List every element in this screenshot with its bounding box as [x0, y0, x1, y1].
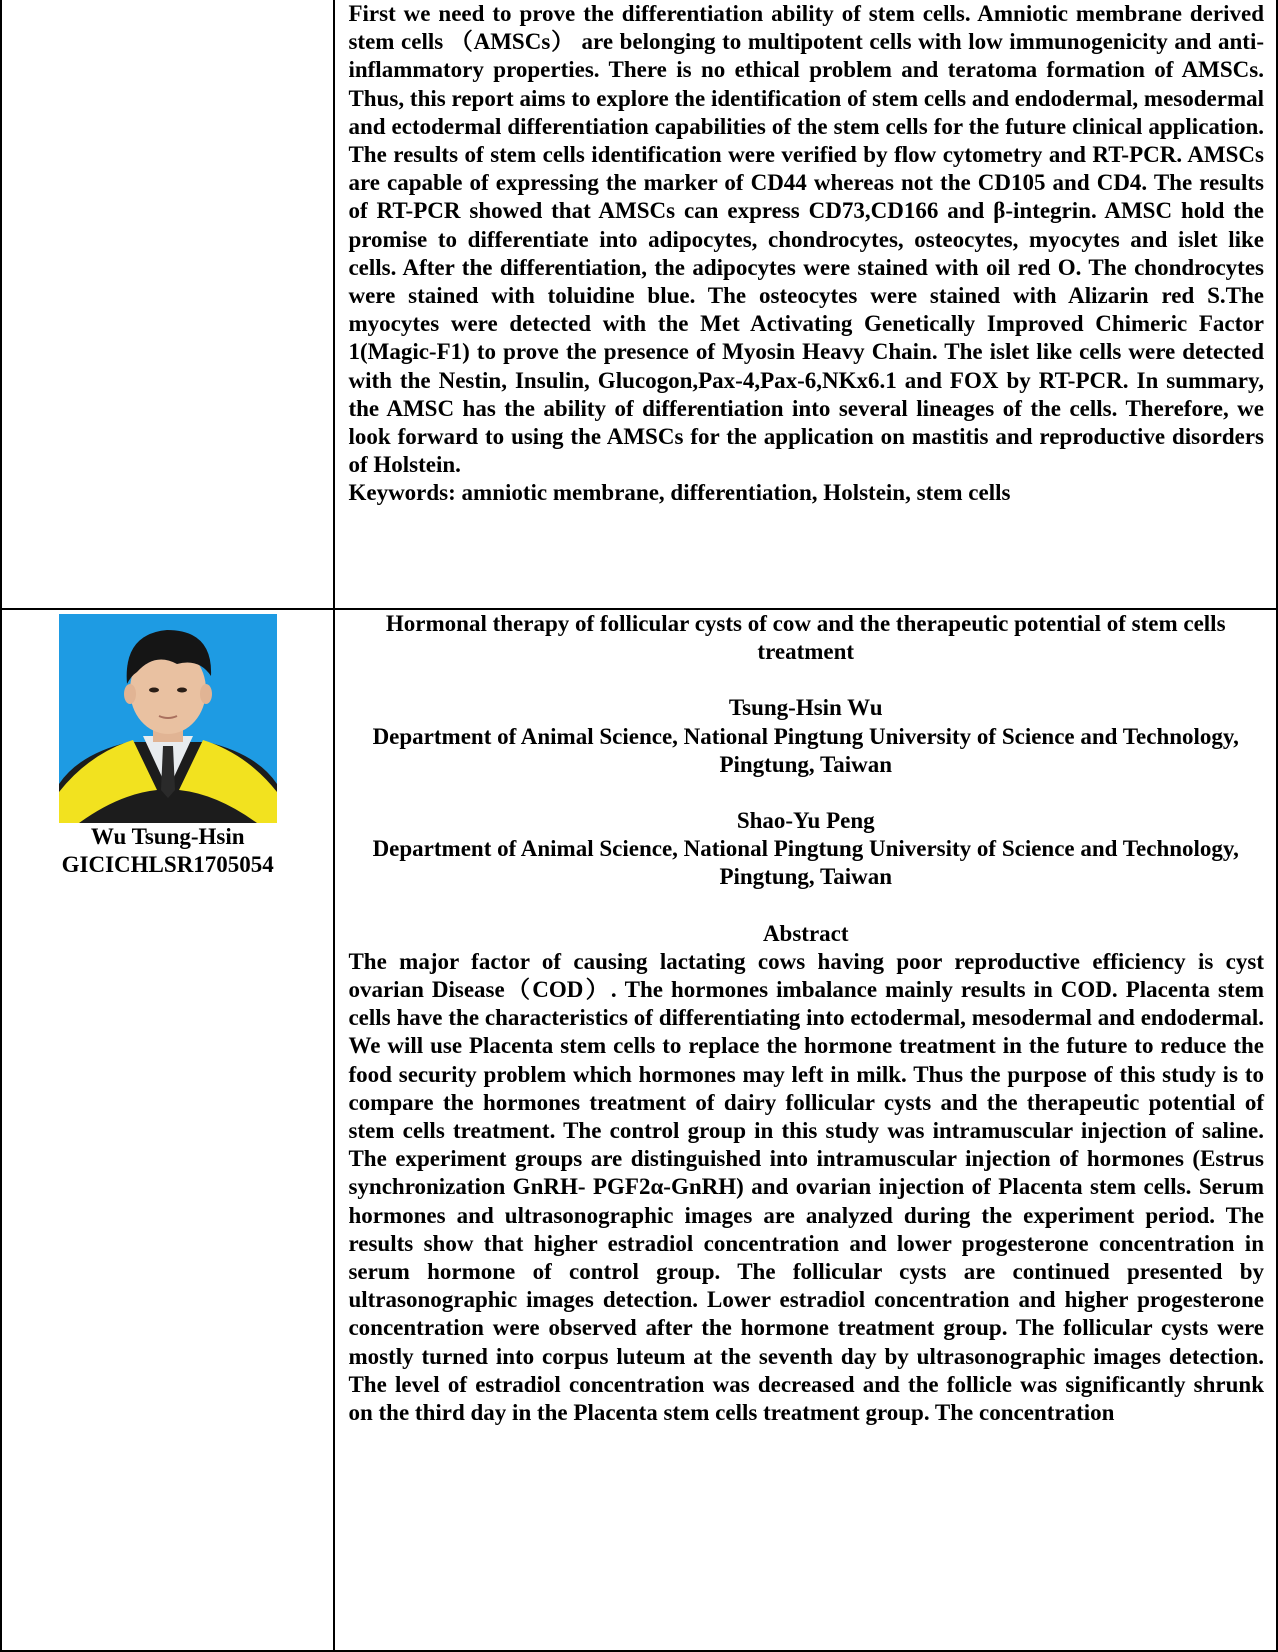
abstract-heading: Abstract [762, 920, 849, 946]
empty-left-cell [1, 0, 334, 609]
previous-abstract-cell [334, 0, 1277, 609]
author-1-name: Tsung-Hsin Wu [728, 695, 883, 721]
abstract-text: The major factor of causing lactating cows having poor reproductive efficiency is cyst ovarian Disease（COD）. The hormones imbalance mainly results in COD. Placenta stem cells have the characteristics of differentiating into ectodermal, mesodermal and endodermal. We will use Placenta stem cells to replace the hormone treatment in the future to reduce the food security problem which hormones may left in milk. Thus the purpose of this study is to compare the hormones treatment of dairy follicular cysts and the therapeutic potential of stem cells treatment. The control group in this study was intramuscular injection of saline. The experiment groups are distinguished into intramuscular injection of hormones (Estrus synchronization GnRH- PGF2α-GnRH) and ovarian injection of Placenta stem cells. Serum hormones and ultrasonographic images are analyzed during the experiment period. The results show that higher estradiol concentration and lower progesterone concentration in serum hormone of control group. The follicular cysts are continued presented by ultrasonographic images detection. Lower estradiol concentration and higher progesterone concentration were observed after the hormone treatment group. The follicular cysts were mostly turned into corpus luteum at the seventh day by ultrasonographic images detection. The level of estradiol concentration was decreased and the follicle was significantly shrunk on the third day in the Placenta stem cells treatment group. The concentration [348, 948, 1264, 1426]
table-row [1, 609, 1277, 1651]
presenter-photo [59, 614, 277, 823]
author-2-affiliation: Department of Animal Science, National Pingtung University of Science and Technology, Pingtung, Taiwan [372, 836, 1239, 890]
author-1-affiliation: Department of Animal Science, National Pingtung University of Science and Technology, Pingtung, Taiwan [372, 723, 1239, 777]
paper-cell [334, 609, 1277, 1651]
presenter-name: Wu Tsung-Hsin [90, 824, 245, 849]
presenter-cell [1, 609, 334, 1651]
table-row [1, 0, 1277, 609]
author-2-name: Shao-Yu Peng [736, 808, 875, 834]
presenter-id: GICICHLSR1705054 [61, 852, 274, 877]
previous-abstract-text: First we need to prove the differentiation ability of stem cells. Amniotic membrane derived stem cells （AMSCs） are belonging to multipotent cells with low immunogenicity and anti-inflammatory properties. There is no ethical problem and teratoma formation of AMSCs. Thus, this report aims to explore the identification of stem cells and endodermal, mesodermal and ectodermal differentiation capabilities of the stem cells for the future clinical application. The results of stem cells identification were verified by flow cytometry and RT-PCR. AMSCs are capable of expressing the marker of CD44 whereas not the CD105 and CD4. The results of RT-PCR showed that AMSCs can express CD73,CD166 and β-integrin. AMSC hold the promise to differentiate into adipocytes, chondrocytes, osteocytes, myocytes and islet like cells. After the differentiation, the adipocytes were stained with oil red O. The chondrocytes were stained with toluidine blue. The osteocytes were stained with Alizarin red S.The myocytes were detected with the Met Activating Genetically Improved Chimeric Factor 1(Magic-F1) to prove the presence of Myosin Heavy Chain. The islet like cells were detected with the Nestin, Insulin, Glucogon,Pax-4,Pax-6,NKx6.1 and FOX by RT-PCR. In summary, the AMSC has the ability of differentiation into several lineages of the cells. Therefore, we look forward to using the AMSCs for the application on mastitis and reproductive disorders of Holstein. [348, 1, 1264, 478]
paper-title: Hormonal therapy of follicular cysts of cow and the therapeutic potential of stem cells treatment [385, 611, 1226, 665]
keywords-line: Keywords: amniotic membrane, differentiation, Holstein, stem cells [348, 480, 1011, 506]
